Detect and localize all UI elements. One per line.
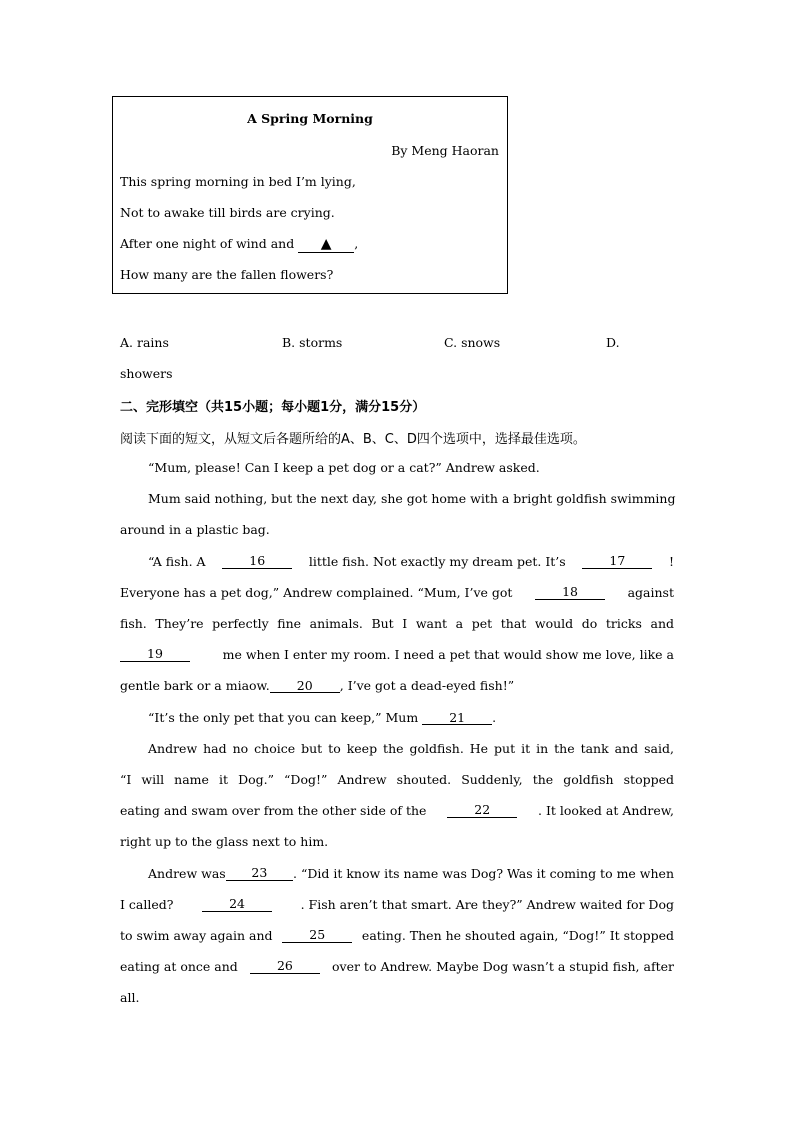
p3-line2-b: against	[627, 585, 674, 600]
p3-line2-a: Everyone has a pet dog,” Andrew complained. “Mum, I’ve got	[120, 585, 513, 600]
passage-p3-line3: fish. They’re perfectly fine animals. But I want a pet that would do tricks and	[120, 616, 674, 631]
p6-line3-a: to swim away again and	[120, 928, 273, 943]
p6-line4-b: over to Andrew. Maybe Dog wasn’t a stupid fish, after	[332, 959, 674, 974]
blank-16: 16	[222, 554, 292, 569]
blank-17: 17	[582, 554, 652, 569]
blank-26: 26	[250, 959, 320, 974]
blank-18: 18	[535, 585, 605, 600]
passage-p3-line5	[120, 678, 514, 693]
p3-line4-b: me when I enter my room. I need a pet that would show me love, like a	[222, 647, 674, 662]
passage-p6-line4	[120, 959, 674, 974]
p3-line1-b: little fish. Not exactly my dream pet. It’s	[308, 554, 566, 569]
passage-p5-line2: “I will name it Dog.” “Dog!” Andrew shouted. Suddenly, the goldfish stopped	[120, 772, 674, 787]
section-title: 二、完形填空（共15小题；每小题1分，满分15分）	[120, 400, 426, 415]
option-d: D.	[606, 335, 620, 350]
p6-line2-a: I called?	[120, 897, 174, 912]
blank-22: 22	[447, 803, 517, 818]
poem-blank	[298, 237, 354, 253]
passage-p6-line5: all.	[120, 990, 140, 1005]
p4-a: “It’s the only pet that you can keep,” Mum	[148, 710, 419, 725]
option-c: C. snows	[444, 335, 501, 350]
passage-p3-line1	[148, 554, 674, 569]
blank-21: 21	[422, 711, 492, 725]
p3-line5-b: , I’ve got a dead-eyed fish!”	[339, 678, 515, 693]
p3-line5-a: gentle bark or a miaow.	[120, 678, 270, 693]
p4-b: .	[492, 710, 497, 725]
passage-p3-line2	[120, 585, 674, 600]
passage-p6-line2	[120, 897, 674, 912]
p5-line3-a: eating and swam over from the other side of the	[120, 803, 427, 818]
p3-line1-a: “A fish. A	[148, 554, 206, 569]
blank-20: 20	[270, 679, 340, 693]
poem-line-3	[120, 236, 358, 253]
passage-p3-line4	[120, 647, 674, 662]
blank-triangle-icon: ▲	[320, 236, 332, 252]
poem-line-4: How many are the fallen flowers?	[120, 267, 334, 282]
passage-p5-line1: Andrew had no choice but to keep the goldfish. He put it in the tank and said,	[148, 741, 674, 756]
poem-line-1: This spring morning in bed I’m lying,	[120, 174, 356, 189]
p5-line3-b: . It looked at Andrew,	[538, 803, 674, 818]
passage-p5-line4: right up to the glass next to him.	[120, 834, 329, 849]
option-d-text: showers	[120, 366, 173, 381]
option-a: A. rains	[120, 335, 169, 350]
p6-line1-b: . “Did it know its name was Dog? Was it coming to me when	[293, 866, 674, 881]
blank-23: 23	[226, 866, 293, 881]
p6-line1-a: Andrew was	[148, 866, 226, 881]
passage-p2-line1: Mum said nothing, but the next day, she got home with a bright goldfish swimming	[148, 491, 676, 506]
passage-p1: “Mum, please! Can I keep a pet dog or a cat?” Andrew asked.	[148, 460, 540, 475]
passage-p4	[148, 710, 496, 725]
passage-p6-line1	[148, 866, 674, 881]
poem-box	[112, 96, 508, 294]
poem-line-2: Not to awake till birds are crying.	[120, 205, 335, 220]
p6-line4-a: eating at once and	[120, 959, 238, 974]
passage-p2-line2: around in a plastic bag.	[120, 522, 270, 537]
poem-author: By Meng Haoran	[391, 143, 499, 158]
p6-line2-b: . Fish aren’t that smart. Are they?” Andrew waited for Dog	[300, 897, 674, 912]
poem-title: A Spring Morning	[247, 111, 373, 126]
p3-line1-c: !	[668, 554, 674, 569]
section-instruction: 阅读下面的短文，从短文后各题所给的A、B、C、D四个选项中，选择最佳选项。	[120, 432, 586, 447]
blank-25: 25	[282, 928, 352, 943]
p6-line3-b: eating. Then he shouted again, “Dog!” It stopped	[361, 928, 674, 943]
passage-p6-line3	[120, 928, 674, 943]
blank-24: 24	[202, 897, 272, 912]
blank-19: 19	[120, 647, 190, 662]
poem-line-3-end: ,	[354, 236, 359, 251]
poem-line-3-text: After one night of wind and	[120, 236, 295, 251]
option-b: B. storms	[282, 335, 343, 350]
passage-p5-line3	[120, 803, 674, 818]
